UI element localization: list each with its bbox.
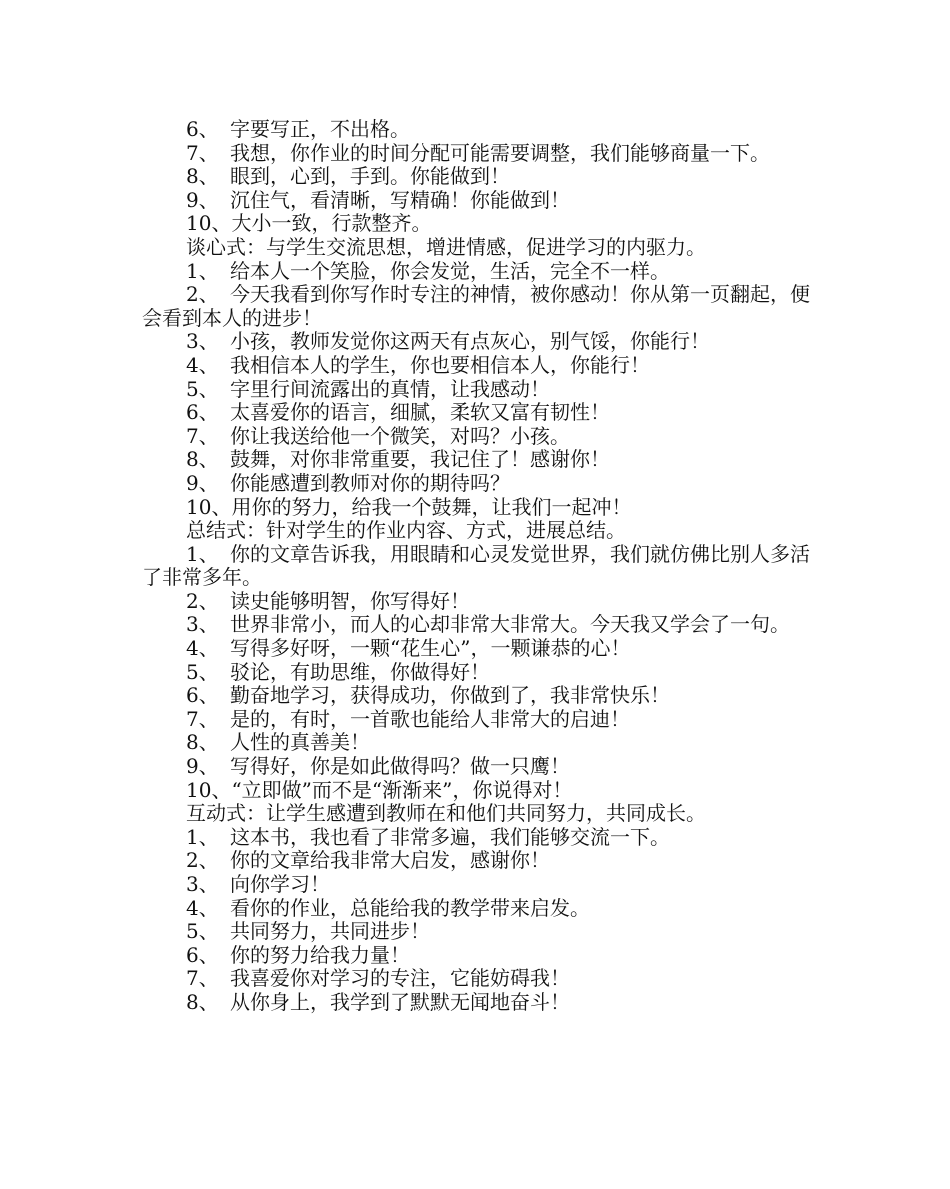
list-item — [142, 684, 810, 708]
list-item-number: 5、 — [186, 919, 219, 944]
list-item-text: 沉住气，看清晰，写精确！你能做到！ — [230, 187, 570, 212]
list-item-text: 眼到，心到，手到。你能做到！ — [230, 164, 510, 189]
list-item-text: 你能感遭到教师对你的期待吗？ — [230, 470, 510, 495]
list-item-text: 看你的作业，总能给我的教学带来启发。 — [230, 895, 590, 920]
list-item-number: 5、 — [186, 659, 219, 684]
list-item — [142, 448, 810, 472]
list-item-text: 写得多好呀，一颗“花生心”，一颗谦恭的心！ — [230, 636, 631, 661]
list-item-number: 8、 — [186, 447, 219, 472]
list-item-number: 3、 — [186, 872, 219, 896]
list-item — [142, 708, 810, 732]
list-item-text: 向你学习！ — [230, 872, 330, 896]
section-heading — [142, 236, 810, 260]
list-item-number: 9、 — [186, 470, 219, 495]
section-heading-text: 谈心式：与学生交流思想，增进情感，促进学习的内驱力。 — [186, 234, 706, 259]
list-item-number: 4、 — [186, 895, 219, 920]
list-item-number: 4、 — [186, 352, 219, 377]
list-item-text: 我喜爱你对学习的专注，它能妨碍我！ — [230, 966, 570, 991]
list-item — [142, 212, 810, 236]
list-item-text: 写得好，你是如此做得吗？做一只鹰！ — [230, 754, 570, 779]
list-item-number: 6、 — [186, 942, 219, 967]
list-item — [142, 378, 810, 402]
list-item-text: 我相信本人的学生，你也要相信本人，你能行！ — [230, 352, 650, 377]
list-item-text: 太喜爱你的语言，细腻，柔软又富有韧性！ — [230, 400, 610, 425]
list-item — [142, 731, 810, 755]
list-item — [142, 967, 810, 991]
list-item — [142, 590, 810, 614]
list-item-number: 5、 — [186, 376, 219, 401]
list-item-number: 6、 — [186, 683, 219, 708]
list-item-number: 10、 — [186, 494, 232, 519]
section-heading — [142, 519, 810, 543]
list-item-number: 7、 — [186, 423, 219, 448]
list-item-text: 大小一致，行款整齐。 — [231, 211, 432, 236]
list-item-number: 7、 — [186, 140, 219, 165]
document-body — [142, 118, 810, 1015]
list-item — [142, 873, 810, 897]
list-item — [142, 779, 810, 803]
list-item — [142, 944, 810, 968]
list-item-text: 你的文章给我非常大启发，感谢你！ — [230, 848, 550, 873]
list-item-number: 7、 — [186, 706, 219, 731]
list-item-text: 是的，有时，一首歌也能给人非常大的启迪！ — [230, 706, 630, 731]
list-item-number: 3、 — [186, 612, 219, 637]
list-item-text: 今天我看到你写作时专注的神情，被你感动！你从第一页翻起，便会看到本人的进步！ — [142, 282, 810, 330]
list-item — [142, 637, 810, 661]
list-item-number: 4、 — [186, 636, 219, 661]
section-heading-text: 互动式：让学生感遭到教师在和他们共同努力，共同成长。 — [186, 801, 706, 826]
list-item — [142, 496, 810, 520]
list-item — [142, 613, 810, 637]
list-item — [142, 283, 810, 330]
list-item — [142, 330, 810, 354]
list-item-text: 用你的努力，给我一个鼓舞，让我们一起冲！ — [231, 494, 632, 519]
list-item-text: “立即做”而不是“渐渐来”，你说得对！ — [231, 777, 573, 802]
list-item-number: 10、 — [186, 777, 232, 802]
list-item-number: 2、 — [186, 848, 219, 873]
list-item — [142, 354, 810, 378]
list-item — [142, 189, 810, 213]
list-item-text: 共同努力，共同进步！ — [230, 919, 430, 944]
list-item — [142, 991, 810, 1015]
section-heading — [142, 802, 810, 826]
list-item-number: 1、 — [186, 258, 219, 283]
list-item-text: 我想，你作业的时间分配可能需要调整，我们能够商量一下。 — [230, 140, 770, 165]
list-item-text: 字要写正，不出格。 — [230, 117, 410, 141]
list-item — [142, 849, 810, 873]
list-item-number: 10、 — [186, 211, 232, 236]
list-item-text: 读史能够明智，你写得好！ — [230, 588, 470, 613]
list-item-text: 驳论，有助思维，你做得好！ — [230, 659, 490, 684]
list-item — [142, 920, 810, 944]
list-item-text: 你让我送给他一个微笑，对吗？小孩。 — [230, 423, 570, 448]
list-item-number: 3、 — [186, 329, 219, 354]
list-item-number: 6、 — [186, 117, 219, 141]
list-item-text: 鼓舞，对你非常重要，我记住了！感谢你！ — [230, 447, 610, 472]
section-heading-text: 总结式：针对学生的作业内容、方式，进展总结。 — [186, 518, 626, 543]
list-item-number: 1、 — [186, 824, 219, 849]
list-item-number: 7、 — [186, 966, 219, 991]
list-item-number: 8、 — [186, 989, 219, 1014]
list-item-text: 从你身上，我学到了默默无闻地奋斗！ — [230, 989, 570, 1014]
list-item-text: 世界非常小，而人的心却非常大非常大。今天我又学会了一句。 — [230, 612, 790, 637]
list-item-text: 字里行间流露出的真情，让我感动！ — [230, 376, 550, 401]
list-item — [142, 897, 810, 921]
list-item-number: 8、 — [186, 164, 219, 189]
list-item-text: 给本人一个笑脸，你会发觉，生活，完全不一样。 — [230, 258, 670, 283]
list-item — [142, 543, 810, 590]
list-item-number: 6、 — [186, 400, 219, 425]
list-item-text: 勤奋地学习，获得成功，你做到了，我非常快乐！ — [230, 683, 670, 708]
list-item — [142, 118, 810, 142]
list-item — [142, 165, 810, 189]
list-item — [142, 401, 810, 425]
list-item — [142, 755, 810, 779]
list-item-text: 你的文章告诉我，用眼睛和心灵发觉世界，我们就仿佛比别人多活了非常多年。 — [142, 541, 810, 590]
list-item — [142, 826, 810, 850]
list-item-text: 人性的真善美！ — [230, 730, 370, 755]
list-item-number: 1、 — [186, 541, 219, 566]
list-item — [142, 472, 810, 496]
list-item-number: 2、 — [186, 588, 219, 613]
list-item-number: 9、 — [186, 754, 219, 779]
list-item — [142, 142, 810, 166]
list-item-text: 小孩，教师发觉你这两天有点灰心，别气馁，你能行！ — [230, 329, 710, 354]
list-item-text: 你的努力给我力量！ — [230, 942, 410, 967]
list-item-number: 2、 — [186, 282, 219, 307]
list-item — [142, 425, 810, 449]
list-item-text: 这本书，我也看了非常多遍，我们能够交流一下。 — [230, 824, 670, 849]
list-item-number: 8、 — [186, 730, 219, 755]
list-item — [142, 661, 810, 685]
list-item — [142, 260, 810, 284]
list-item-number: 9、 — [186, 187, 219, 212]
